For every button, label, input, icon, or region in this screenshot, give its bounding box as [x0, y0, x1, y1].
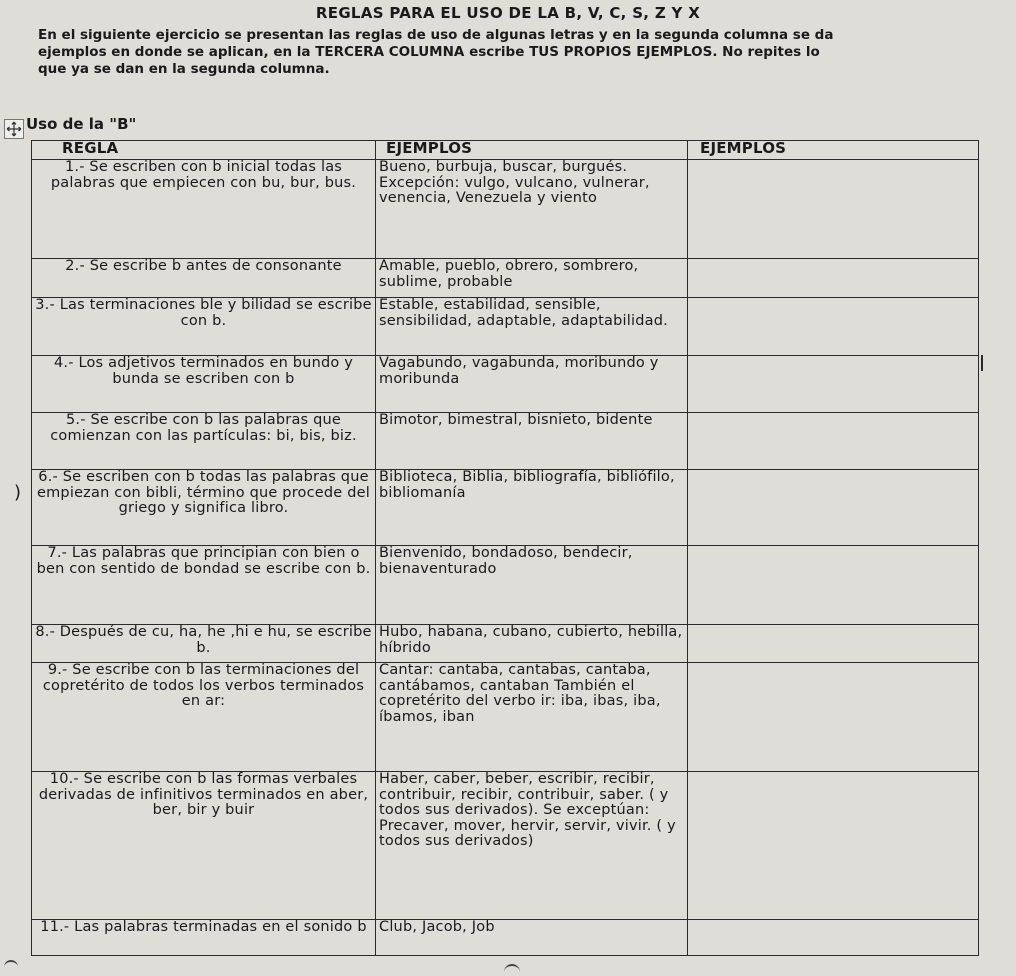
examples-cell: Club, Jacob, Job: [376, 920, 688, 956]
own-examples-cell[interactable]: [688, 356, 979, 413]
scroll-handle-icon: [4, 960, 18, 972]
examples-cell: Biblioteca, Biblia, bibliografía, bibliófilo, bibliomanía: [376, 470, 688, 546]
header-rule: REGLA: [32, 141, 376, 160]
table-row: [32, 772, 979, 920]
header-examples: EJEMPLOS: [376, 141, 688, 160]
scroll-handle-icon: [504, 964, 520, 976]
table-row: [32, 160, 979, 259]
rule-cell: 6.- Se escriben con b todas las palabras que empiezan con bibli, término que procede del griego y significa libro.: [32, 470, 376, 546]
rule-cell: 9.- Se escribe con b las terminaciones del copretérito de todos los verbos terminados en ar:: [32, 663, 376, 772]
examples-cell: Cantar: cantaba, cantabas, cantaba, cantábamos, cantaban También el copretérito del verbo ir: iba, ibas, iba, íbamos, iban: [376, 663, 688, 772]
rule-cell: 4.- Los adjetivos terminados en bundo y bunda se escriben con b: [32, 356, 376, 413]
instructions: [38, 27, 1013, 78]
table-row: [32, 546, 979, 625]
own-examples-cell[interactable]: [688, 413, 979, 470]
text-cursor: [981, 355, 983, 371]
examples-cell: Estable, estabilidad, sensible, sensibilidad, adaptable, adaptabilidad.: [376, 298, 688, 356]
own-examples-cell[interactable]: [688, 625, 979, 663]
header-own-examples: EJEMPLOS: [688, 141, 979, 160]
rule-cell: 3.- Las terminaciones ble y bilidad se escribe con b.: [32, 298, 376, 356]
examples-cell: Bueno, burbuja, buscar, burgués. Excepción: vulgo, vulcano, vulnerar, venencia, Venezuela y viento: [376, 160, 688, 259]
examples-cell: Hubo, habana, cubano, cubierto, hebilla, híbrido: [376, 625, 688, 663]
table-header-row: [32, 141, 979, 160]
table-row: [32, 356, 979, 413]
own-examples-cell[interactable]: [688, 470, 979, 546]
rule-cell: 5.- Se escribe con b las palabras que comienzan con las partículas: bi, bis, biz.: [32, 413, 376, 470]
margin-bracket-icon: ): [14, 482, 22, 503]
rules-table: [31, 140, 979, 956]
instructions-line: que ya se dan en la segunda columna.: [38, 61, 330, 77]
instructions-line: En el siguiente ejercicio se presentan las reglas de uso de algunas letras y en la segunda columna se da: [38, 27, 834, 43]
rule-cell: 2.- Se escribe b antes de consonante: [32, 259, 376, 298]
rule-cell: 1.- Se escriben con b inicial todas las palabras que empiecen con bu, bur, bus.: [32, 160, 376, 259]
own-examples-cell[interactable]: [688, 259, 979, 298]
examples-cell: Vagabundo, vagabunda, moribundo y moribunda: [376, 356, 688, 413]
table-row: [32, 470, 979, 546]
examples-cell: Haber, caber, beber, escribir, recibir, contribuir, recibir, contribuir, saber. ( y todos sus derivados). Se exceptúan: Precaver, mover, hervir, servir, vivir. ( y todos sus derivados): [376, 772, 688, 920]
table-row: [32, 259, 979, 298]
table-row: [32, 413, 979, 470]
rule-cell: 7.- Las palabras que principian con bien o ben con sentido de bondad se escribe con b.: [32, 546, 376, 625]
section-title: Uso de la "B": [26, 115, 137, 133]
rule-cell: 11.- Las palabras terminadas en el sonido b: [32, 920, 376, 956]
own-examples-cell[interactable]: [688, 772, 979, 920]
table-row: [32, 663, 979, 772]
table-move-handle-icon[interactable]: [4, 119, 24, 139]
table-row: [32, 298, 979, 356]
examples-cell: Amable, pueblo, obrero, sombrero, sublime, probable: [376, 259, 688, 298]
own-examples-cell[interactable]: [688, 160, 979, 259]
table-row: [32, 920, 979, 956]
rule-cell: 10.- Se escribe con b las formas verbales derivadas de infinitivos terminados en aber, ber, bir y buir: [32, 772, 376, 920]
own-examples-cell[interactable]: [688, 298, 979, 356]
examples-cell: Bienvenido, bondadoso, bendecir, bienaventurado: [376, 546, 688, 625]
instructions-line: ejemplos en donde se aplican, en la TERCERA COLUMNA escribe TUS PROPIOS EJEMPLOS. No repites lo: [38, 44, 820, 60]
rule-cell: 8.- Después de cu, ha, he ,hi e hu, se escribe b.: [32, 625, 376, 663]
own-examples-cell[interactable]: [688, 920, 979, 956]
own-examples-cell[interactable]: [688, 663, 979, 772]
own-examples-cell[interactable]: [688, 546, 979, 625]
examples-cell: Bimotor, bimestral, bisnieto, bidente: [376, 413, 688, 470]
table-row: [32, 625, 979, 663]
document-title: REGLAS PARA EL USO DE LA B, V, C, S, Z Y X: [315, 4, 701, 22]
